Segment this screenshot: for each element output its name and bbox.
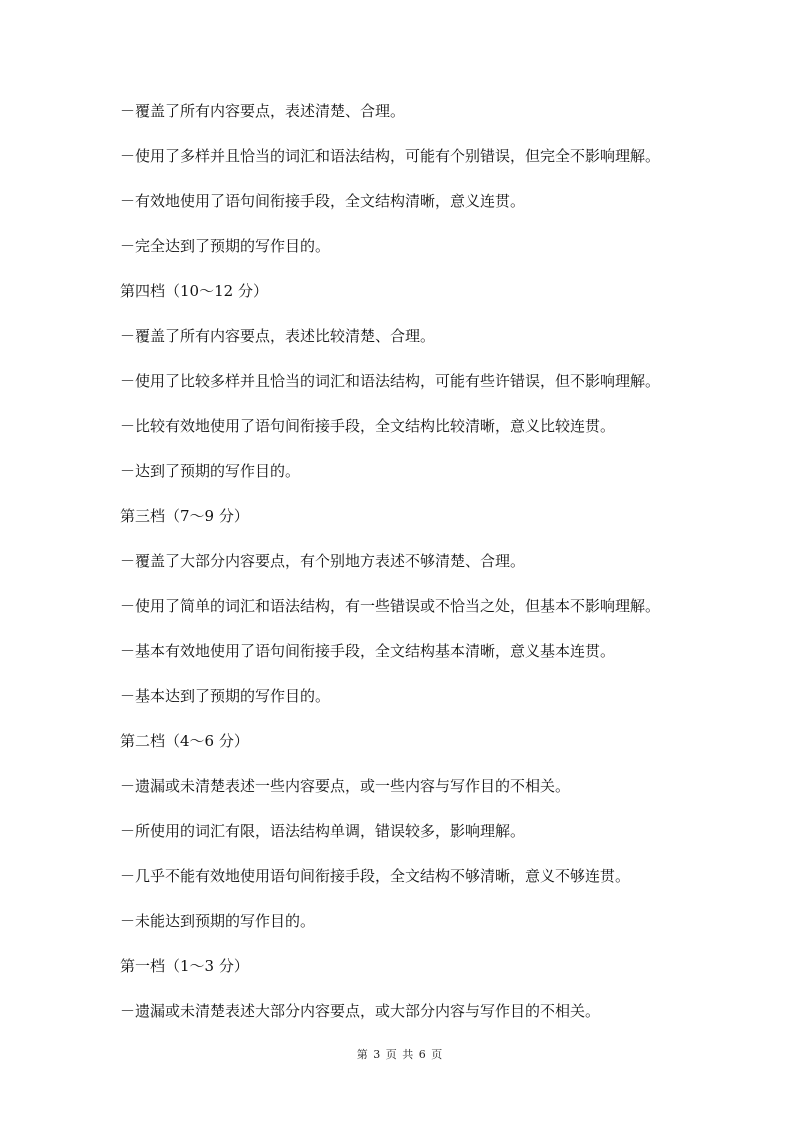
criteria-line: －未能达到预期的写作目的。 (120, 912, 316, 930)
criteria-line: －达到了预期的写作目的。 (120, 462, 301, 480)
criteria-line: －覆盖了所有内容要点，表述清楚、合理。 (120, 102, 406, 120)
criteria-line: －使用了多样并且恰当的词汇和语法结构，可能有个别错误，但完全不影响理解。 (120, 147, 661, 165)
criteria-line: －覆盖了所有内容要点，表述比较清楚、合理。 (120, 327, 436, 345)
criteria-line: －遗漏或未清楚表述一些内容要点，或一些内容与写作目的不相关。 (120, 777, 571, 795)
scoring-criteria (120, 97, 740, 1042)
criteria-line: －使用了简单的词汇和语法结构，有一些错误或不恰当之处，但基本不影响理解。 (120, 597, 661, 615)
criteria-line: －完全达到了预期的写作目的。 (120, 237, 331, 255)
criteria-line: －基本达到了预期的写作目的。 (120, 687, 331, 705)
grade-level-heading: 第二档（4～6 分） (120, 732, 249, 750)
criteria-line: －遗漏或未清楚表述大部分内容要点，或大部分内容与写作目的不相关。 (120, 1002, 601, 1020)
grade-level-heading: 第三档（7～9 分） (120, 507, 249, 525)
criteria-line: －基本有效地使用了语句间衔接手段，全文结构基本清晰，意义基本连贯。 (120, 642, 616, 660)
criteria-line: －使用了比较多样并且恰当的词汇和语法结构，可能有些许错误，但不影响理解。 (120, 372, 661, 390)
criteria-line: －所使用的词汇有限，语法结构单调，错误较多，影响理解。 (120, 822, 526, 840)
page-footer: 第 3 页 共 6 页 (356, 1048, 444, 1061)
grade-level-heading: 第四档（10～12 分） (120, 282, 268, 300)
criteria-line: －覆盖了大部分内容要点，有个别地方表述不够清楚、合理。 (120, 552, 526, 570)
grade-level-heading: 第一档（1～3 分） (120, 957, 249, 975)
criteria-line: －有效地使用了语句间衔接手段，全文结构清晰，意义连贯。 (120, 192, 526, 210)
criteria-line: －几乎不能有效地使用语句间衔接手段，全文结构不够清晰，意义不够连贯。 (120, 867, 631, 885)
criteria-line: －比较有效地使用了语句间衔接手段，全文结构比较清晰，意义比较连贯。 (120, 417, 616, 435)
